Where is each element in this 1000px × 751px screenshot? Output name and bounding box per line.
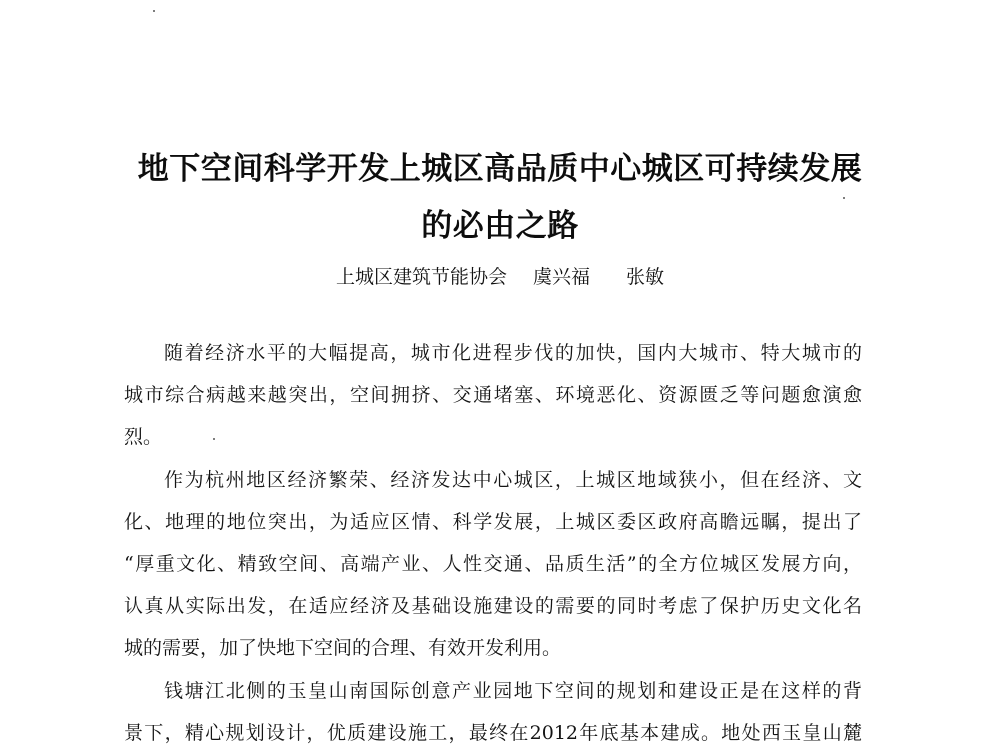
author-name-2: 张敏 <box>626 266 665 288</box>
title-line-2: 的必由之路 <box>421 208 579 244</box>
paragraph-2-line: 认真从实际出发，在适应经济及基础设施建设的需要的同时考虑了保护历史文化名 <box>124 595 862 617</box>
title-line-1: 地下空间科学开发上城区高品质中心城区可持续发展 <box>137 151 863 187</box>
author-organization: 上城区建筑节能协会 <box>335 266 507 288</box>
paragraph-2-line: 化、地理的地位突出，为适应区情、科学发展，上城区委区政府高瞻远瞩，提出了 <box>124 511 862 533</box>
scan-speck <box>213 438 215 440</box>
scan-speck <box>153 10 155 12</box>
paragraph-1-line: 烈。 <box>124 426 163 448</box>
paragraph-2-line: 城的需要，加了快地下空间的合理、有效开发利用。 <box>124 637 562 659</box>
paragraph-3-line: 钱塘江北侧的玉皇山南国际创意产业园地下空间的规划和建设正是在这样的背 <box>164 680 862 702</box>
author-name-1: 虞兴福 <box>532 266 590 288</box>
paragraph-1-line: 城市综合病越来越突出，空间拥挤、交通堵塞、环境恶化、资源匮乏等问题愈演愈 <box>124 384 862 406</box>
byline <box>0 262 1000 289</box>
paragraph-1-line: 随着经济水平的大幅提高，城市化进程步伐的加快，国内大城市、特大城市的 <box>164 342 862 364</box>
paragraph-2-line: 作为杭州地区经济繁荣、经济发达中心城区，上城区地域狭小，但在经济、文 <box>164 469 862 491</box>
paragraph-2-line: “厚重文化、精致空间、高端产业、人性交通、品质生活”的全方位城区发展方向， <box>124 553 862 575</box>
scan-speck <box>843 197 845 199</box>
paragraph-3-line: 景下，精心规划设计，优质建设施工，最终在2012年底基本建成。地处西玉皇山麓 <box>124 722 862 744</box>
